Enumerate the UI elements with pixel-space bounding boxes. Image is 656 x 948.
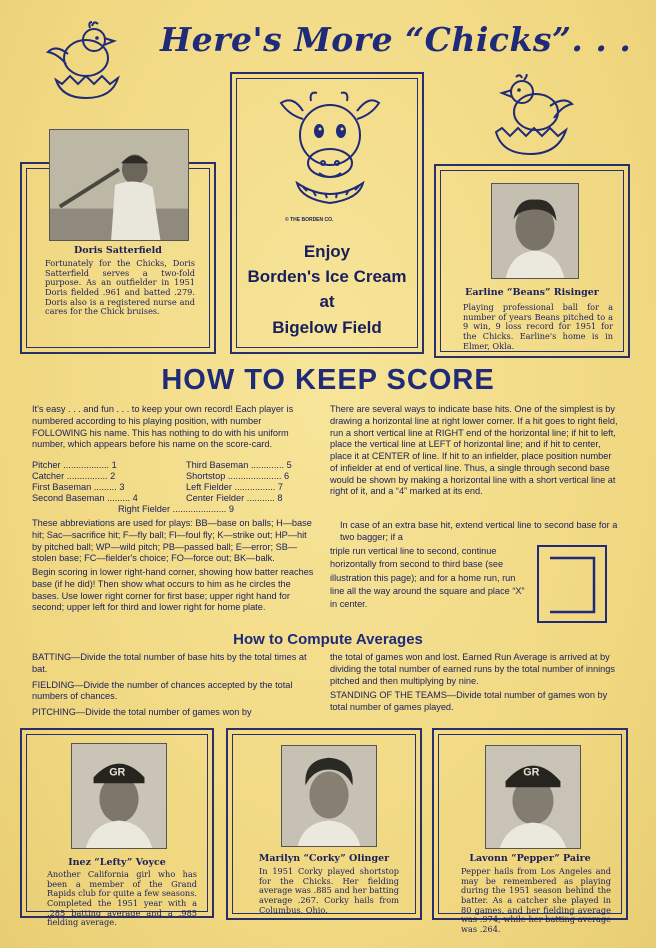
position-number: 9: [228, 504, 234, 514]
player-card-doris-satterfield: [20, 162, 216, 354]
cap-logo: GR: [109, 766, 126, 779]
score-abbreviations: [32, 518, 318, 616]
player-name: Lavonn “Pepper” Paire: [469, 853, 591, 864]
position-name: Third Baseman: [186, 460, 249, 470]
position-number: 2: [110, 471, 116, 481]
player-name: Earline “Beans” Risinger: [465, 287, 599, 298]
position-name: Shortstop: [186, 471, 226, 481]
player-card-lavonn-paire: [432, 728, 628, 935]
page-headline: Here's More “Chicks”. . .: [160, 20, 632, 59]
position-name: Pitcher: [32, 460, 61, 470]
abbreviations-paragraph: These abbreviations are used for plays: BB—base on balls; H—base hit; Sac—sacrifice hit; F—fly ball; Fl—foul fly; K—strike out; HP—hit by pitched ball; WP—wild pitch; PB—passed ball; E—error; SB—stolen base; FC—fielder's choice; FO—force out; BK—balk.: [32, 518, 312, 564]
position-row: Shortstop ..................... 6: [186, 471, 290, 481]
averages-right: [330, 652, 618, 716]
pitching-average: PITCHING—Divide the total number of games won by: [32, 707, 252, 718]
section-title-averages: How to Compute Averages: [233, 631, 423, 648]
section-title-keep-score: HOW TO KEEP SCORE: [161, 364, 495, 396]
position-name: Catcher: [32, 471, 65, 481]
player-bio: Another California girl who has been a member of the Grand Rapids club for quite a few seasons. Completed the 1951 year with a .285 batting average and a .985 fielding average.: [47, 869, 197, 928]
intro-paragraph: It's easy . . . and fun . . . to keep your own record! Each player is numbered according to his playing position, with number FOLLOWING his name. This has nothing to do with his uniform number, which appears before his name on the score-card.: [32, 404, 294, 450]
player-photo: [71, 743, 167, 849]
extra-base-paragraph-rest: triple run vertical line to second, continue horizontally from second to third base (see illustration this page); and for a home run, run line all the way around the square and place “X” in center.: [330, 546, 525, 610]
batting-average: BATTING—Divide the total number of base hits by the total times at bat.: [32, 652, 307, 674]
player-name: Inez “Lefty” Voyce: [68, 857, 166, 868]
base-hits-paragraph: There are several ways to indicate base hits. One of the simplest is by drawing a horizontal line at right lower corner. If a hit goes to right field, run a short vertical line at RIGHT end of the horizontal line; if hit to left, place the vertical line at LEFT of horizontal line; and if hit to center, place it at CENTER of line. If hit to an infielder, place position number of infielder at end of vertical line. Thus, a single through second base would be shown by making a horizontal line with a short vertical line at right of it, and a “4” marked at its end.: [330, 404, 618, 497]
score-base-hits: [330, 404, 618, 500]
position-number: 5: [286, 460, 292, 470]
pitching-average-continued: the total of games won and lost. Earned Run Average is arrived at by dividing the total number of earned runs by the total number of innings pitched and then multiplying by nine.: [330, 652, 615, 686]
position-row: Catcher ................ 2: [32, 471, 116, 481]
player-bio: In 1951 Corky played shortstop for the Chicks. Her fielding average was .885 and her batting average .267. Corky hails from Columbus, Ohio.: [259, 866, 399, 915]
chick-illustration-right: [486, 74, 578, 158]
player-card-marilyn-olinger: [226, 728, 422, 920]
position-row: Left Fielder ................ 7: [186, 482, 284, 492]
elsie-cow-icon: [273, 87, 387, 221]
position-number: 8: [277, 493, 283, 503]
standing-of-teams: STANDING OF THE TEAMS—Divide total number of games won by total number of games played.: [330, 690, 608, 713]
score-extra-base-b: [330, 545, 526, 614]
scoring-square-diagram: [536, 544, 608, 624]
chick-illustration-left: [42, 18, 130, 102]
position-row: Third Baseman ............. 5: [186, 460, 292, 470]
player-photo: [485, 745, 581, 849]
position-name: Left Fielder: [186, 482, 232, 492]
ad-line-enjoy: Enjoy: [303, 242, 351, 261]
score-intro: [32, 404, 318, 453]
player-photo: [491, 183, 579, 279]
position-name: Second Baseman: [32, 493, 105, 503]
player-name: Marilyn “Corky” Olinger: [258, 853, 390, 864]
borden-copyright: © THE BORDEN CO.: [285, 217, 334, 223]
position-number: 1: [111, 460, 117, 470]
position-number-table: [32, 460, 322, 512]
player-bio: Fortunately for the Chicks, Doris Satterfield serves a two-fold purpose. As an outfielder in 1951 Doris fielded .961 and batted .279. Doris also is a registered nurse and cares for the Chick bruises.: [45, 258, 195, 317]
position-name: Center Fielder: [186, 493, 245, 503]
player-name: Doris Satterfield: [74, 245, 162, 256]
ad-line-venue: Bigelow Field: [272, 318, 382, 337]
ad-line-at: at: [319, 292, 335, 311]
position-row: Pitcher .................. 1: [32, 460, 117, 470]
position-number: 3: [119, 482, 125, 492]
fielding-average: FIELDING—Divide the number of chances accepted by the total numbers of chances.: [32, 679, 293, 702]
position-row: Second Baseman ......... 4: [32, 493, 138, 503]
cap-logo: GR: [523, 766, 540, 779]
begin-scoring-paragraph: Begin scoring in lower right-hand corner, showing how batter reaches base (if he did)! Then show what occurs to him as he circles the bases. Use lower right corner for first base; upper right hand for second; upper left for third and lower right for home plate.: [32, 567, 314, 613]
player-card-inez-voyce: [20, 728, 214, 928]
position-number: 7: [277, 482, 284, 492]
player-bio: Pepper hails from Los Angeles and may be remembered as playing during the 1951 season behind the batter. As a catcher she played in 80 games, and her fielding average was .974, while her batting average was .264.: [461, 866, 611, 935]
position-name: First Baseman: [32, 482, 92, 492]
position-number: 6: [284, 471, 290, 481]
player-card-earline-risinger: [434, 164, 630, 358]
extra-base-paragraph-start: In case of an extra base hit, extend vertical line to second base for a two bagger; if a: [340, 520, 618, 542]
position-number: 4: [132, 493, 138, 503]
position-name: Right Fielder: [118, 504, 171, 514]
borden-ad: [230, 72, 424, 354]
position-row: Right Fielder ..................... 9: [118, 504, 234, 514]
player-photo: [281, 745, 377, 847]
player-bio: Playing professional ball for a number of years Beans pitched to a 9 win, 9 loss record for 1951 for the Chicks. Earline's home is in Elmer, Okla.: [463, 302, 613, 351]
position-row: Center Fielder ........... 8: [186, 493, 283, 503]
score-extra-base-a: [340, 520, 618, 546]
ad-line-brand: Borden's Ice Cream: [247, 267, 407, 286]
position-row: First Baseman ......... 3: [32, 482, 125, 492]
averages-left: [32, 652, 320, 721]
player-photo: [49, 129, 189, 241]
